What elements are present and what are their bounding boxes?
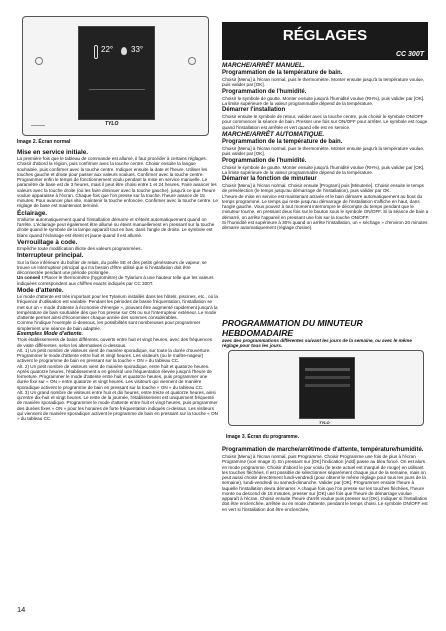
humidity-reading: 33° xyxy=(131,45,144,54)
model-label: CC 300T xyxy=(222,50,428,60)
tip-label: Un conseil ! xyxy=(17,275,44,281)
body-paragraph: Alt. 2) Un petit nombre de visiteurs vient de manière sporadique, entre huit et quatorze heures. Après quatorze heures, l'établissement a en général une fréquentation élevée jusqu'à l'heure de fermeture. Programmer le mode d'attente entre huit et quatorze heures, puis programmer une durée fixe sur « ON » entre quatorze et vingt heures. Les visiteurs qui viennent de manière sporadique activent le programme de bain en pressant sur la touche « ON » du tableau CC. xyxy=(17,363,212,390)
program-title: PROGRAMMATION DU MINUTEUR HEBDOMADAIRE xyxy=(222,318,363,338)
right-column xyxy=(222,61,429,230)
page-number: 14 xyxy=(17,605,26,614)
body-paragraph: Sur la face inférieure du boîtier de relais, du poêle SE et des petits générateurs de vapeur, se trouve un interrupteur principal qui n'a besoin d'être utilisé que si l'installation doit être déconnectée pendant une période prolongée. xyxy=(17,259,207,276)
humidity-drop-icon xyxy=(121,47,127,55)
body-paragraph: Alt. 3) Un grand nombre de visiteurs entre huit et dix heures, entre treize et quatorze heures, ainsi qu'entre dix-huit et vingt heures. Le reste de la journée, l'établissement est uniquement fréquenté de manière sporadique. Programmer le mode d'attente entre huit et vingt heures, puis programmer des durées fixes « ON » pour les horaires de forte fréquentation indiqués ci-dessus. Les visiteurs qui viennent de manière sporadique activent le programme de bain en pressant sur la touche « ON » du tableau CC. xyxy=(17,389,218,422)
right-column-lower xyxy=(222,446,429,512)
left-button-icon xyxy=(35,57,43,65)
section-heading: Interrupteur principal. xyxy=(17,252,84,260)
body-paragraph: Le mode d'attente est très important pour les Tylarium installés dans les hôtels, piscines, etc., où la fréquence d'utilisation est variable. Pendant les périodes de basse fréquentation, l'installation se met sur un « mode d'attente à économie d'énergie », pouvant être augmenté rapidement jusqu'à la température de bain souhaitée dès que l'on presse sur ON ou sur l'interrupteur extérieur. Le mode d'attente permet ainsi d'économiser chaque année des sommes considérables. xyxy=(17,294,218,321)
section-heading: Mode d'attente. xyxy=(17,286,64,294)
body-paragraph: Trois établissements de bains différents, ouverts entre huit et vingt heures, avec des fréquences de visite différentes, selon les alternatives ci-dessous. xyxy=(17,337,213,348)
section-heading: Démarrer la fonction de minuteur xyxy=(222,176,317,183)
section-heading: MARCHE/ARRÊT MANUEL. xyxy=(222,62,305,69)
program-list-row xyxy=(305,384,350,387)
section-title: RÉGLAGES xyxy=(222,22,428,50)
program-list xyxy=(305,368,350,371)
program-list-row xyxy=(305,376,350,379)
body-paragraph: Choisir [Menu] à l'écran normal. Choisir ensuite [Program] puis [Minuterie]. Choisir ensuite le temps de présélection (le temps jusqu'au démarrage de l'installation), puis valider par OK. xyxy=(222,183,424,194)
section-heading: MARCHE/ARRÊT AUTOMATIQUE. xyxy=(222,130,325,138)
section-heading: Programmation de l'humidité. xyxy=(222,88,307,95)
body-paragraph: Empêche toute modification illicite des valeurs programmées. xyxy=(17,246,142,252)
section-heading: Démarrer l'installation xyxy=(222,107,286,114)
body-paragraph: L'heure de mise en service est maintenant activée et le bain démarre automatiquement au bout du temps programmé. Le temps qui reste jusqu'au démarrage de l'installation s'affiche en haut, dans l'angle gauche. Vous pouvez à tout moment interrompre le décompte du temps pendant que le minuteur tourne, en pressant deux fois sur le bouton sous le symbole ON/OFF. Si la séance de bain a démarré, on arrête l'appareil en pressant une fois sur la touche ON/OFF. xyxy=(222,193,429,220)
body-paragraph: Alt. 1) Un petit nombre de visiteurs vient de manière sporadique, sur toute la durée d'ouverture. Programmer le mode d'attente entre huit et vingt heures. Les visiteurs (ou le maître-nageur) activent le programme de bain en pressant sur la touche « ON » du tableau CC. xyxy=(17,347,211,364)
section-heading: Exemples Mode d'attente. xyxy=(17,330,83,337)
body-paragraph: Choisir le symbole de goutte. Monter ensuite jusqu'à l'humidité voulue (RH%), puis valider par [OK]. La limite supérieure de la valeur programmable dépend de la température. xyxy=(222,95,425,106)
program-subtitle: avec des programmations différentes suivant les jours de la semaine, ou avec le même réglage pour tous les jours. xyxy=(222,338,412,349)
body-paragraph: Choisir ensuite le symbole de retour, valider avec la touche centre, puis choisir le symbole ON/OFF pour commencer la séance de bain. Presser une fois sur ON/OFF pour arrêter. Le symbole est rouge quand l'installation est arrêtée et vert quand elle est en service. xyxy=(222,114,428,130)
tip-text: Placer le thermomètre (hygromètre) de Tylarium à une hauteur telle que les valeurs indiquées correspondent aux chiffres exacts indiqués par CC 300T. xyxy=(17,275,214,286)
brand-logo: TYLO xyxy=(319,420,330,425)
figure-caption: Image 2. Écran normal xyxy=(17,139,71,145)
control-panel-illustration xyxy=(22,16,209,136)
section-heading: Mise en service initiale. xyxy=(17,149,89,156)
temperature-reading: 22° xyxy=(101,45,114,54)
body-paragraph: Comme l'indique l'exemple ci-dessous, les possibilités sont nombreuses pour programmer simplement une séance de bain adaptée. xyxy=(17,320,201,331)
brand-mark xyxy=(31,125,45,129)
program-screen-illustration xyxy=(228,350,424,426)
panel-screen xyxy=(78,26,155,120)
brand-logo: TYLO xyxy=(105,121,119,127)
thermometer-icon xyxy=(94,45,98,59)
program-screen xyxy=(299,357,355,419)
body-paragraph: Choisir [Menu] à l'écran normal, puis le thermomètre. Monter ensuite jusqu'à la température voulue, puis valider par [OK]. xyxy=(222,146,425,157)
section-heading: Éclairage. xyxy=(17,209,48,217)
body-paragraph: Si l'humidité est supérieure à 30% quand on arrête l'installation, un « séchage » d'environ 20 minutes démarre automatiquement (réglage d'usine). xyxy=(222,219,428,231)
body-paragraph: Choisir [Menu] à l'écran normal, puis Programme. Choisir Programme une fois de plus à l'écran Programme (voir Image 3). En pressant sur [OK] l'indication [Add] passe au bleu foncé. On est alors en mode programme. Choisir d'abord le jour voulu (le texte actuel est marqué de rouge) en utilisant les touches fléchées. Il est possible de sélectionner séparément chaque jour de la semaine, mais on peut aussi choisir directement lundi-vendredi (pour obtenir le même réglage pour tous les jours de la semaine), lundi-vendredi ou samedi-dimanche. Valider par [OK]. Programmer ensuite l'heure à laquelle l'installation devra démarrer. A chaque fois que l'on presse sur les touches fléchées, l'heure monte ou descend de 15 minutes, presser sur [OK] une fois que l'heure de démarrage voulue apparaît à l'écran. Choisir ensuite l'heure d'arrêt voulue puis presser sur [OK]. Indiquer si l'installation doit être enclenchée, arrêtée ou en mode d'attente, pendant le temps choisi. Le symbole ON/OFF est en vert si l'installation doit être enclenchée, xyxy=(222,454,428,512)
right-button-icon xyxy=(188,57,196,65)
program-section xyxy=(222,317,429,351)
section-heading: Programmation de marche/arrêt/mode d'attente, température/humidité. xyxy=(222,447,424,453)
left-column xyxy=(17,148,218,421)
tip-paragraph xyxy=(17,275,218,286)
section-heading: Verrouillage à code. xyxy=(17,238,78,246)
body-paragraph: La première fois que le tableau de commande est allumé, il faut procéder à certains réglages. Choisir d'abord la région, puis confirmer avec la touche centre. Choisir ensuite la langue souhaitée, puis confirmer avec la touche centre. Indiquer ensuite la date et l'heure. Utiliser les touches gauche et droite pour passer aux valeurs voulues. Confirmer avec la touche centre. Programmer enfin le temps de fonctionnement voulu pendant la mise en service manuelle. Le paramètre de base est de 3 heures, mais il peut être choisi entre 1 et 24 heures. Faire avancer les valeurs avec la touche droite (où les faire diminuer avec la touche gauche), jusqu'à ce que l'heure voulue apparaisse à l'écran. Chaque fois que l'on presse sur la touche, l'heure avance de 15 minutes. Pour avancer plus vite, maintenir la touche enfoncée. Confirmer avec la touche centre. Le réglage de base est maintenant terminé. xyxy=(17,156,218,209)
body-paragraph: Choisir le symbole de goutte. Monter ensuite jusqu'à l'humidité voulue (RH%), puis valider par [OK]. La limite supérieure de la valeur programmable dépend de la température. xyxy=(222,164,425,175)
section-heading: Programmation de la température de bain. xyxy=(222,70,343,77)
body-paragraph: S'allume automatiquement quand l'installation démarre et s'éteint automatiquement quand on l'arrête. L'éclairage peut également être allumé ou éteint manuellement en pressant sur la touche droite quand le symbole de la lampe apparaît tout en bas, dans l'angle de droite. Le symbole est blanc quand l'éclairage est éteint et jaune quand il est allumé. xyxy=(17,216,215,238)
section-heading: Programmation de la température de bain. xyxy=(222,139,343,146)
menu-icons-row xyxy=(89,89,145,95)
body-paragraph: Choisir [Menu] à l'écran normal, puis le thermomètre. Monter ensuite jusqu'à la température voulue, puis valider par [OK]. xyxy=(222,77,425,88)
section-heading: Programmation de l'humidité. xyxy=(222,157,307,164)
figure-caption: Image 3. Écran du programme. xyxy=(226,434,300,440)
